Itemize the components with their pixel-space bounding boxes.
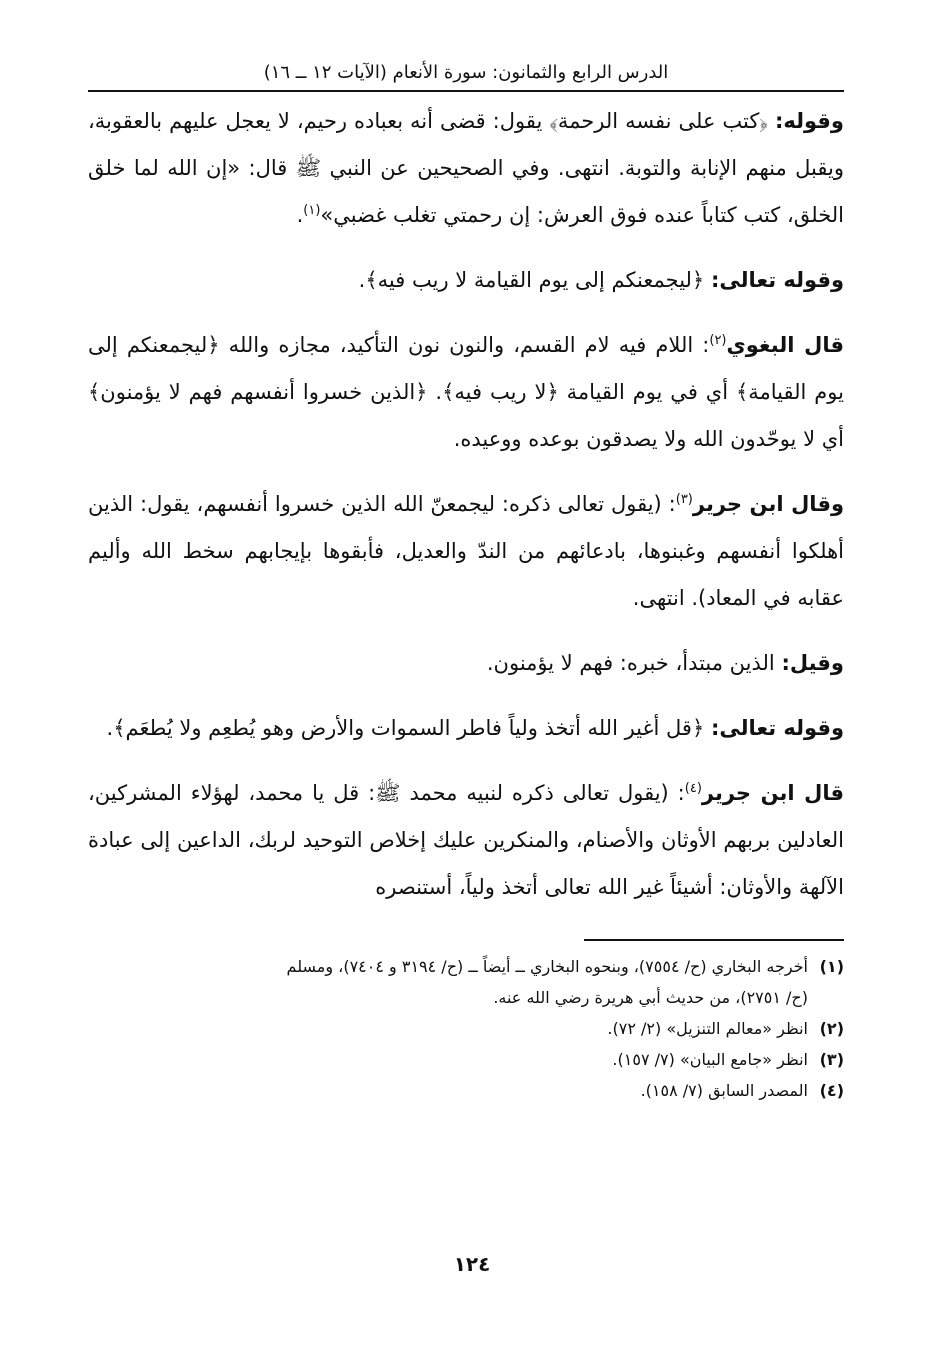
paragraph-7 (88, 770, 844, 911)
paragraph-text: : (يقول تعالى ذكره: ليجمعنّ الله الذين خسروا أنفسهم، يقول: الذين أهلكوا أنفسهم وغبنوها، بادعائهم من الندّ والعديل، فأبقوها بإيجابهم سخط الله وأليم عقابه في المعاد). انتهى (88, 492, 844, 610)
footnote-ref: (١) (303, 203, 321, 218)
footnote-1-continuation: (ح/ ٢٧٥١)، من حديث أبي هريرة رضي الله عنه. (493, 988, 808, 1007)
paragraph-text: ﴿قل أغير الله أتخذ ولياً فاطر السموات والأرض وهو يُطعِم ولا يُطعَم﴾ (113, 716, 705, 740)
running-header: الدرس الرابع والثمانون: سورة الأنعام (الآيات ١٢ ــ ١٦) (88, 60, 844, 92)
paragraph-lead: وقوله تعالى: (710, 268, 844, 292)
footnote-4 (88, 1075, 844, 1106)
paragraph-tail: . (296, 203, 304, 227)
paragraph-2 (88, 257, 844, 304)
paragraph-lead: وقوله تعالى: (710, 716, 844, 740)
footnote-text: أخرجه البخاري (ح/ ٧٥٥٤)، وبنحوه البخاري ــ أيضاً ــ (ح/ ٣١٩٤ و ٧٤٠٤)، ومسلم (286, 957, 808, 976)
footnote-text: انظر «معالم التنزيل» (٢/ ٧٢). (607, 1019, 808, 1038)
paragraph-lead: وقال ابن جرير (692, 492, 844, 516)
paragraph-lead: وقوله: (775, 109, 844, 133)
page-number: ١٢٤ (453, 1252, 491, 1276)
paragraph-tail: . (453, 427, 461, 451)
paragraph-1 (88, 98, 844, 239)
paragraph-lead: وقيل: (781, 651, 844, 675)
paragraph-tail: . (358, 268, 366, 292)
footnote-number: (٣) (819, 1050, 844, 1069)
paragraph-text: ﴿كتب على نفسه الرحمة﴾ يقول: قضى أنه بعباده رحيم، لا يعجل عليهم بالعقوبة، ويقبل منهم الإنابة والتوبة. انتهى. وفي الصحيحين عن النبي ﷺ قال: «إن الله لما خلق الخلق، كتب كتاباً عنده فوق العرش: إن رحمتي تغلب غضبي» (88, 109, 844, 227)
paragraph-tail: . (632, 586, 640, 610)
paragraph-text: : اللام فيه لام القسم، والنون نون التأكيد، مجازه والله ﴿ليجمعنكم إلى يوم القيامة﴾ أي في يوم القيامة ﴿لا ريب فيه﴾. ﴿الذين خسروا أنفسهم فهم لا يؤمنون﴾ أي لا يوحّدون الله ولا يصدقون بوعده ووعيده (88, 333, 844, 451)
paragraph-3 (88, 322, 844, 463)
footnote-ref: (٣) (675, 492, 693, 507)
paragraph-tail: . (106, 716, 114, 740)
paragraph-6 (88, 705, 844, 752)
footnote-text: المصدر السابق (٧/ ١٥٨). (640, 1081, 808, 1100)
paragraph-text: ﴿ليجمعنكم إلى يوم القيامة لا ريب فيه﴾ (365, 268, 705, 292)
paragraph-4 (88, 481, 844, 622)
paragraph-5 (88, 640, 844, 687)
page-body (88, 60, 844, 1106)
footnote-divider (584, 939, 844, 941)
paragraph-text: الذين مبتدأ، خبره: فهم لا يؤمنون (493, 651, 775, 675)
footnote-1 (88, 951, 844, 982)
footnote-2 (88, 1013, 844, 1044)
paragraph-lead: قال ابن جرير (701, 781, 844, 805)
footnote-text: انظر «جامع البيان» (٧/ ١٥٧). (612, 1050, 808, 1069)
footnote-3 (88, 1044, 844, 1075)
footnote-ref: (٤) (684, 781, 702, 796)
paragraph-text: : (يقول تعالى ذكره لنبيه محمد ﷺ: قل يا محمد، لهؤلاء المشركين، العادلين بربهم الأوثان والأصنام، والمنكرين عليك إخلاص التوحيد لربك، الداعين إلى عبادة الآلهة والأوثان: أشيئاً غير الله تعالى أتخذ ولياً، أستنصره (88, 781, 844, 899)
footnote-number: (٢) (819, 1019, 844, 1038)
paragraph-tail: . (486, 651, 494, 675)
footnote-ref: (٢) (709, 333, 727, 348)
footnote-number: (١) (819, 957, 844, 976)
footnote-number: (٤) (819, 1081, 844, 1100)
paragraph-lead: قال البغوي (726, 333, 844, 357)
